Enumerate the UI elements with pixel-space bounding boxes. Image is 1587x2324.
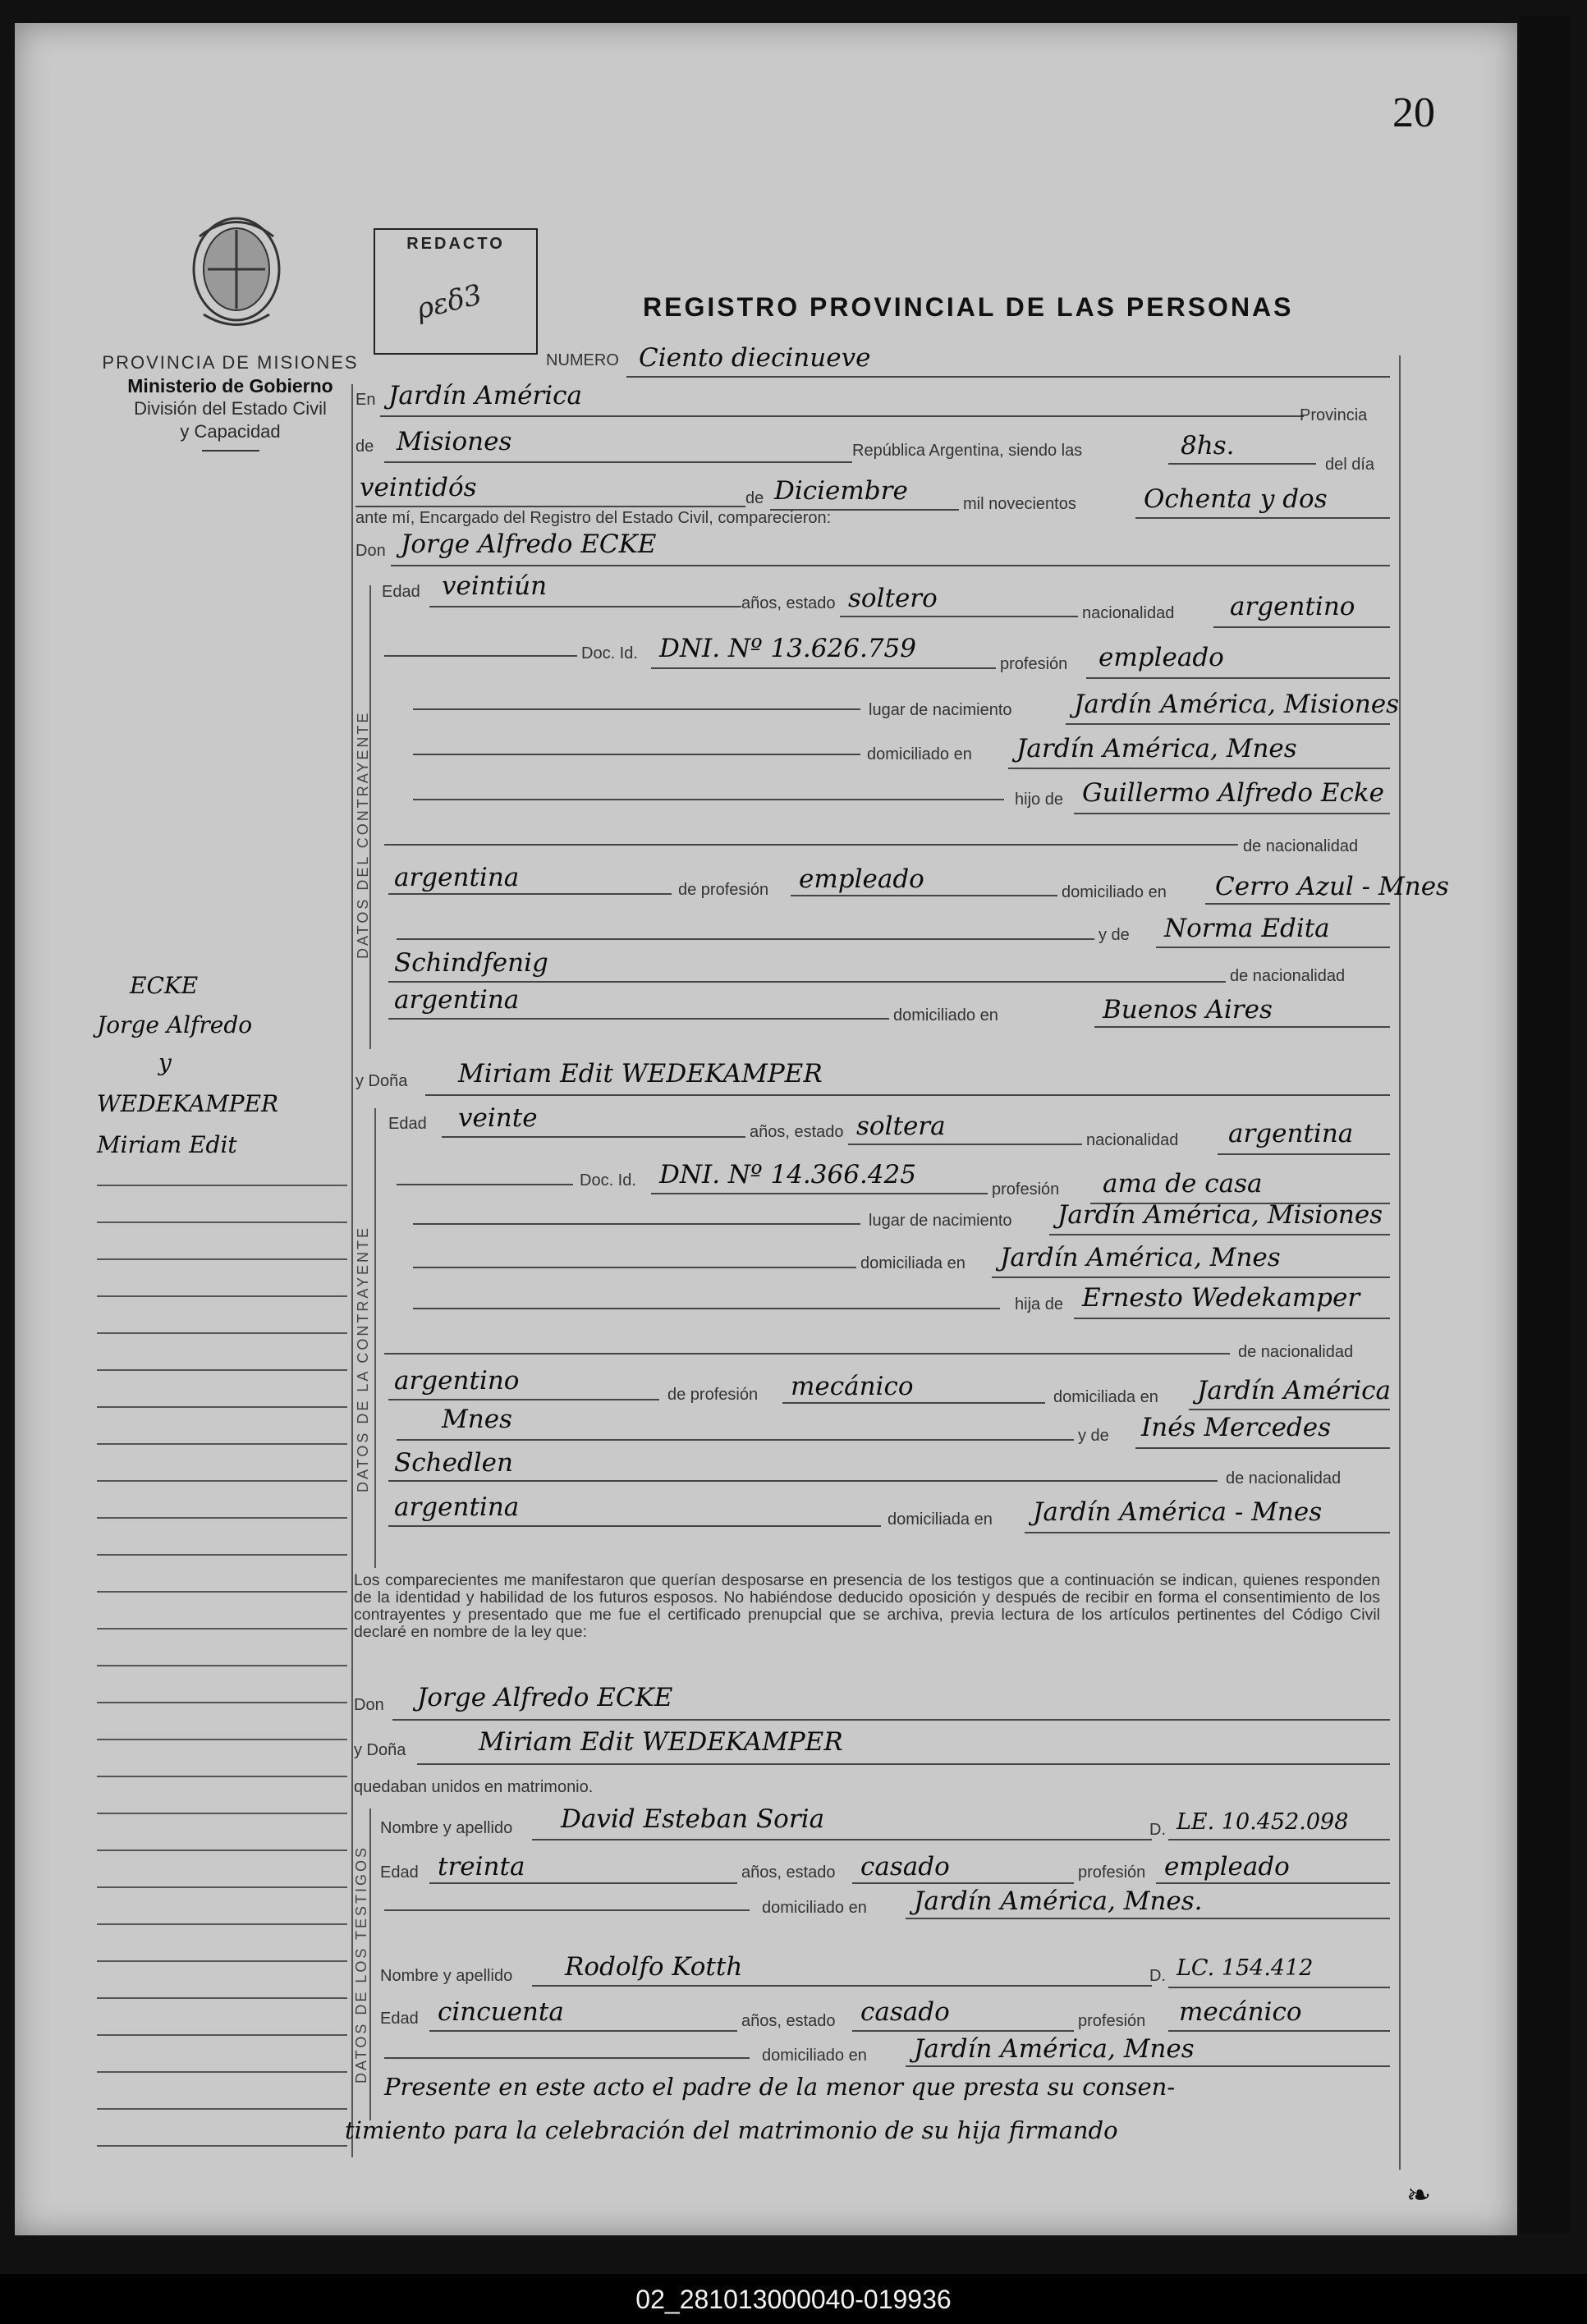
underline (1156, 947, 1390, 948)
margin-note-surname-2: WEDEKAMPER (97, 1090, 279, 1117)
witness2-profession: mecánico (1179, 1997, 1302, 2027)
underline (782, 1402, 1045, 1404)
underline (388, 981, 1226, 983)
w2-d-label: D. (1149, 1967, 1166, 1985)
witness1-domicile: Jardín América, Mnes. (914, 1886, 1203, 1916)
underline (791, 895, 1057, 896)
underline (392, 1719, 1390, 1721)
bride-doc: DNI. Nº 14.366.425 (659, 1160, 916, 1190)
underline (626, 376, 1390, 378)
act-place: Jardín América (388, 381, 583, 410)
underline (413, 799, 1004, 800)
witness-section-label: DATOS DE LOS TESTIGOS (353, 1845, 369, 2083)
underline (384, 461, 852, 463)
underline (1156, 1882, 1390, 1884)
underline (391, 565, 1390, 566)
act-province: Misiones (397, 427, 512, 456)
underline (384, 1353, 1230, 1355)
groom-civil-status: soltero (848, 584, 938, 613)
decl-groom: Jorge Alfredo ECKE (417, 1683, 673, 1712)
mil-label: mil novecientos (963, 495, 1076, 513)
underline (1168, 1839, 1390, 1840)
redacto-stamp (374, 228, 538, 355)
footer-caption: 02_281013000040-019936 (635, 2285, 952, 2314)
underline (388, 1399, 659, 1400)
bride-profession: ama de casa (1103, 1169, 1263, 1199)
groom-profession: empleado (1099, 643, 1224, 672)
bride-nacionalidad-label: nacionalidad (1086, 1131, 1179, 1149)
underline (397, 1439, 1074, 1441)
margin-rule (97, 2034, 347, 2036)
underline (429, 606, 741, 607)
bride-mother-nationality: argentina (394, 1492, 520, 1522)
margin-rule (97, 1406, 347, 1408)
bride-anos-label: años, estado (750, 1123, 844, 1141)
w2-domiciliado-label: domiciliado en (762, 2047, 867, 2065)
de-label: de (355, 438, 374, 456)
margin-rule (97, 1480, 347, 1482)
groom-father-domicile: Cerro Azul - Mnes (1215, 872, 1449, 901)
bride-father-domiciliada-label: domiciliada en (1053, 1388, 1158, 1406)
closing-note-line-2: timiento para la celebración del matrimonio de su hija firmando (345, 2116, 1118, 2144)
decl-bride: Miriam Edit WEDEKAMPER (479, 1727, 843, 1757)
bride-father: Ernesto Wedekamper (1082, 1283, 1360, 1313)
margin-rule (97, 2108, 347, 2110)
groom-y-de-label: y de (1099, 926, 1130, 944)
bride-de-nacionalidad-label: de nacionalidad (1238, 1343, 1354, 1361)
underline (1074, 1318, 1390, 1319)
witness2-name: Rodolfo Kotth (565, 1952, 743, 1982)
ink-speck: ❧ (1406, 2178, 1432, 2212)
underline (651, 1193, 988, 1194)
act-number: Ciento diecinueve (639, 343, 871, 373)
bride-domicile: Jardín América, Mnes (1000, 1243, 1281, 1272)
groom-mother-surname: Schindfenig (394, 948, 548, 978)
groom-hijo-label: hijo de (1015, 791, 1063, 809)
groom-nationality: argentino (1230, 592, 1355, 621)
underline (1135, 517, 1390, 519)
groom-mother-domiciliado-label: domiciliado en (893, 1006, 998, 1024)
underline (1086, 677, 1390, 679)
underline (1049, 1234, 1390, 1235)
bride-civil-status: soltera (856, 1112, 946, 1141)
bride-hija-label: hija de (1015, 1295, 1063, 1313)
underline (388, 893, 672, 895)
underline (651, 667, 996, 669)
groom-de-nacionalidad-label: de nacionalidad (1243, 837, 1359, 855)
underline (388, 1480, 1218, 1482)
underline (852, 1882, 1074, 1884)
underline (413, 1223, 860, 1225)
bride-section-bracket (374, 1108, 376, 1568)
underline (1218, 1153, 1390, 1155)
ante-label: ante mí, Encargado del Registro del Estado Civil, comparecieron: (355, 509, 832, 527)
margin-rule (97, 1332, 347, 1334)
bride-birthplace: Jardín América, Misiones (1057, 1200, 1383, 1230)
w1-edad-label: Edad (380, 1863, 419, 1882)
w1-nombre-label: Nombre y apellido (380, 1819, 513, 1837)
document-page (15, 23, 1517, 2235)
groom-domiciliado-label: domiciliado en (867, 745, 972, 763)
groom-mother-domicile: Buenos Aires (1103, 995, 1273, 1024)
underline (429, 2030, 737, 2032)
margin-rule (97, 1739, 347, 1740)
groom-nacionalidad-label: nacionalidad (1082, 604, 1175, 622)
underline (380, 415, 1304, 417)
groom-lugar-label: lugar de nacimiento (869, 701, 1012, 719)
margin-rule (97, 1185, 347, 1186)
groom-age: veintiún (442, 571, 548, 601)
underline (384, 844, 1238, 846)
groom-father-profession: empleado (799, 864, 924, 894)
underline (852, 2030, 1074, 2032)
groom-anos-label: años, estado (741, 594, 836, 612)
groom-profesion-label: profesión (1000, 655, 1068, 673)
underline (413, 1308, 1000, 1309)
bride-domiciliada-label: domiciliada en (860, 1254, 966, 1272)
act-hour: 8hs. (1181, 431, 1235, 461)
dona-label: y Doña (355, 1072, 408, 1090)
capacity-name: y Capacidad (180, 421, 281, 442)
underline (384, 2057, 750, 2059)
margin-rule (97, 1295, 347, 1297)
underline (906, 2065, 1390, 2067)
underline (442, 1136, 745, 1138)
w1-domiciliado-label: domiciliado en (762, 1899, 867, 1917)
underline (532, 1839, 1152, 1840)
margin-rule (97, 1702, 347, 1703)
groom-de-profesion-label: de profesión (678, 881, 769, 899)
de-label-2: de (745, 489, 764, 507)
witness2-age: cincuenta (438, 1997, 564, 2027)
page-number: 20 (1392, 89, 1435, 136)
bride-age: veinte (458, 1103, 538, 1133)
underline (1066, 723, 1390, 725)
bride-doc-label: Doc. Id. (580, 1171, 636, 1190)
margin-rule (97, 1886, 347, 1888)
margin-rule (97, 1850, 347, 1851)
w2-edad-label: Edad (380, 2010, 419, 2028)
header-rule (202, 450, 259, 452)
groom-domicile: Jardín América, Mnes (1016, 734, 1297, 763)
underline (1025, 1532, 1390, 1533)
provincia-label: Provincia (1300, 406, 1368, 424)
province-name: PROVINCIA DE MISIONES (102, 352, 359, 373)
bride-nationality: argentina (1228, 1119, 1354, 1148)
margin-rule (97, 1997, 347, 1999)
act-year: Ochenta y dos (1144, 484, 1328, 514)
underline (1074, 813, 1390, 814)
bride-father-domicile: Jardín América (1197, 1376, 1392, 1405)
division-name: División del Estado Civil (134, 398, 327, 419)
underline (532, 1985, 1152, 1987)
w1-d-label: D. (1149, 1821, 1166, 1839)
underline (1189, 1409, 1390, 1410)
margin-rule (97, 1369, 347, 1371)
underline (1008, 768, 1390, 769)
w1-profesion-label: profesión (1078, 1863, 1146, 1882)
bride-name: Miriam Edit WEDEKAMPER (458, 1059, 823, 1089)
bride-mother-surname: Schedlen (394, 1448, 513, 1478)
margin-rule (97, 1665, 347, 1666)
bride-lugar-label: lugar de nacimiento (869, 1212, 1012, 1230)
groom-birthplace: Jardín América, Misiones (1074, 690, 1400, 719)
underline (397, 1184, 573, 1185)
underline (397, 938, 1094, 940)
margin-rule (97, 1517, 347, 1519)
margin-rule (97, 1222, 347, 1223)
act-month: Diciembre (774, 476, 908, 506)
don-label: Don (355, 542, 386, 560)
underline (425, 1094, 1390, 1096)
underline (906, 1918, 1390, 1919)
en-label: En (355, 391, 376, 409)
groom-section-label: DATOS DEL CONTRAYENTE (355, 710, 371, 959)
ministry-name: Ministerio de Gobierno (127, 375, 333, 397)
groom-doc: DNI. Nº 13.626.759 (659, 634, 916, 663)
witness2-domicile: Jardín América, Mnes (914, 2034, 1195, 2064)
w2-nombre-label: Nombre y apellido (380, 1967, 513, 1985)
decl-dona-label: y Doña (354, 1741, 406, 1759)
witness1-status: casado (860, 1852, 950, 1882)
margin-note-surname-1: ECKE (130, 972, 199, 999)
groom-mother-nationality: argentina (394, 985, 520, 1015)
margin-rule (97, 1591, 347, 1593)
margin-rule (97, 1813, 347, 1814)
groom-father-domiciliado-label: domiciliado en (1062, 883, 1167, 901)
redacto-label: REDACTO (406, 235, 505, 253)
bride-de-profesion-label: de profesión (667, 1386, 759, 1404)
act-day: veintidós (360, 473, 477, 502)
underline (848, 1144, 1082, 1145)
margin-rule (97, 1776, 347, 1777)
w1-anos-label: años, estado (741, 1863, 836, 1882)
groom-mother: Norma Edita (1164, 914, 1330, 943)
underline (1168, 2030, 1390, 2032)
bride-section-label: DATOS DE LA CONTRAYENTE (355, 1225, 371, 1492)
bride-father-profession: mecánico (791, 1372, 914, 1401)
bride-mother-nacionalidad-label: de nacionalidad (1226, 1469, 1342, 1487)
margin-rule (97, 1258, 347, 1260)
bride-edad-label: Edad (388, 1115, 427, 1133)
underline (388, 1525, 881, 1527)
underline (384, 1909, 750, 1911)
margin-rule (97, 1554, 347, 1556)
coat-of-arms-icon (179, 212, 294, 335)
closing-note-line-1: Presente en este acto el padre de la menor que presta su consen- (384, 2073, 1176, 2101)
underline (417, 1763, 1390, 1765)
decl-closing: quedaban unidos en matrimonio. (354, 1778, 594, 1796)
groom-father-nationality: argentina (394, 863, 520, 892)
right-border-line (1399, 355, 1401, 2170)
bride-mother-domicile: Jardín América - Mnes (1033, 1497, 1323, 1527)
underline (355, 506, 745, 507)
margin-note-name-1: Jorge Alfredo (97, 1011, 253, 1038)
bride-father-nationality: argentino (394, 1366, 520, 1396)
book-spine (1520, 16, 1571, 2233)
margin-rule (97, 1628, 347, 1630)
margin-rule (97, 2145, 347, 2147)
w2-anos-label: años, estado (741, 2012, 836, 2030)
margin-rule (97, 1923, 347, 1925)
stamp-signature: ρεδ3 (413, 277, 485, 327)
underline (413, 754, 860, 755)
groom-mother-nacionalidad-label: de nacionalidad (1230, 967, 1346, 985)
witness1-profession: empleado (1164, 1852, 1290, 1882)
bride-father-domicile-2: Mnes (442, 1405, 512, 1434)
witness1-name: David Esteban Soria (561, 1804, 825, 1834)
underline (429, 1882, 737, 1884)
groom-father: Guillermo Alfredo Ecke (1082, 778, 1384, 808)
groom-doc-label: Doc. Id. (581, 644, 638, 662)
republica-label: República Argentina, siendo las (852, 442, 1083, 460)
del-dia-label: del día (1325, 456, 1375, 474)
underline (384, 655, 577, 657)
margin-note-name-2: Miriam Edit (97, 1131, 237, 1158)
underline (992, 1277, 1390, 1278)
margin-rule (97, 2071, 347, 2073)
bride-mother: Inés Mercedes (1141, 1413, 1332, 1442)
w2-profesion-label: profesión (1078, 2012, 1146, 2030)
underline (413, 708, 860, 710)
numero-label: NUMERO (546, 351, 619, 369)
groom-name: Jorge Alfredo ECKE (401, 529, 657, 559)
groom-edad-label: Edad (382, 583, 420, 601)
underline (840, 616, 1078, 617)
margin-rule (97, 1443, 347, 1445)
underline (1205, 903, 1390, 905)
underline (1135, 1447, 1390, 1449)
witness2-status: casado (860, 1997, 950, 2027)
underline (413, 1267, 856, 1268)
underline (1168, 1987, 1390, 1988)
margin-rule (97, 1960, 347, 1962)
bride-profesion-label: profesión (992, 1180, 1060, 1199)
document-title: REGISTRO PROVINCIAL DE LAS PERSONAS (643, 292, 1294, 322)
declaration-text: Los comparecientes me manifestaron que querían desposarse en presencia de los testigos que a continuación se indican, quienes responden de la identidad y habilidad de los futuros esposos. No habiéndose deducido oposición y después de recibir en forma el consentimiento de los contrayentes y presentado que me fue el certificado prenupcial que se archiva, previa lectura de los artículos pertinentes del Código Civil declaré en nombre de la ley que: (354, 1571, 1380, 1641)
bride-y-de-label: y de (1078, 1427, 1109, 1445)
decl-don-label: Don (354, 1696, 384, 1714)
witness1-age: treinta (438, 1852, 525, 1882)
underline (1094, 1026, 1390, 1028)
underline (1168, 463, 1316, 465)
witness1-doc: LE. 10.452.098 (1176, 1809, 1349, 1835)
underline (1213, 626, 1390, 628)
issuing-office (89, 351, 372, 452)
underline (388, 1018, 889, 1020)
witness2-doc: LC. 154.412 (1176, 1955, 1314, 1981)
bride-mother-domiciliada-label: domiciliada en (888, 1510, 993, 1529)
margin-note-conjunction: y (158, 1049, 172, 1076)
